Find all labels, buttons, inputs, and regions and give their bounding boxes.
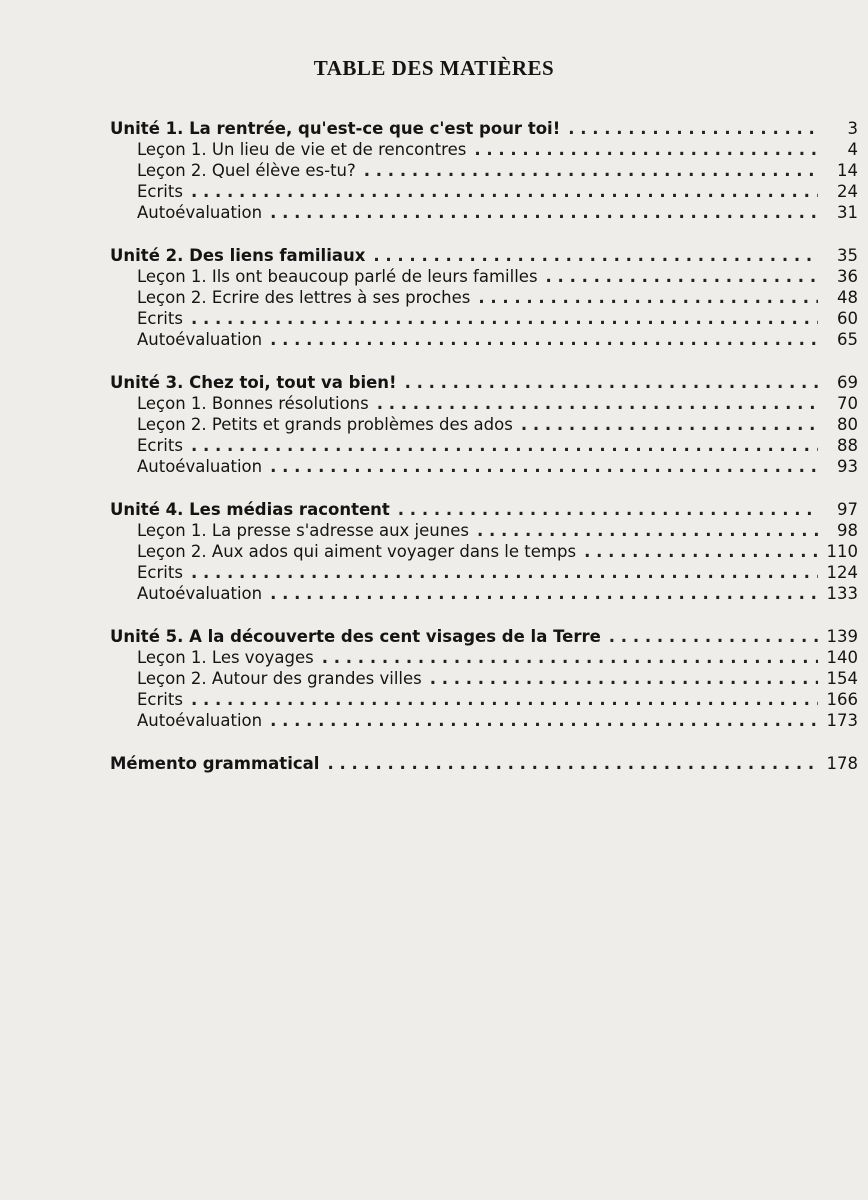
toc-entry-page-number: 60 — [837, 309, 858, 328]
unit-section — [110, 372, 858, 477]
toc-entry-page-number: 166 — [826, 690, 858, 709]
unit-heading-page-number: 69 — [837, 373, 858, 392]
toc-entry[interactable] — [110, 202, 858, 223]
toc-entry-page-number: 4 — [847, 140, 858, 159]
toc-entry[interactable] — [110, 329, 858, 350]
toc-entry[interactable] — [110, 562, 858, 583]
unit-heading-label: Unité 5. A la découverte des cent visages de la Terre — [110, 627, 601, 646]
toc-entry[interactable] — [110, 456, 858, 477]
memento-entry-page-number: 178 — [826, 754, 858, 773]
dot-leader — [546, 266, 818, 287]
toc-entry-page-number: 93 — [837, 457, 858, 476]
toc-entry-label: Ecrits — [137, 309, 183, 328]
toc-entry-label: Leçon 2. Autour des grandes villes — [137, 669, 422, 688]
toc-entry[interactable] — [110, 266, 858, 287]
toc-entry-label: Leçon 2. Petits et grands problèmes des ados — [137, 415, 513, 434]
toc-entry[interactable] — [110, 647, 858, 668]
unit-section — [110, 626, 858, 731]
toc-entry-page-number: 124 — [826, 563, 858, 582]
unit-section — [110, 245, 858, 350]
toc-entry-label: Autoévaluation — [137, 457, 263, 476]
dot-leader — [270, 202, 818, 223]
toc-entry[interactable] — [110, 181, 858, 202]
toc-entry-label: Ecrits — [137, 563, 183, 582]
dot-leader — [398, 499, 818, 520]
unit-heading[interactable] — [110, 118, 858, 139]
toc-entry[interactable] — [110, 139, 858, 160]
unit-heading-page-number: 97 — [837, 500, 858, 519]
dot-leader — [327, 753, 818, 774]
toc-entry[interactable] — [110, 308, 858, 329]
unit-heading-page-number: 139 — [826, 627, 858, 646]
dot-leader — [191, 308, 818, 329]
unit-heading-label: Unité 2. Des liens familiaux — [110, 246, 366, 265]
toc-entry[interactable] — [110, 689, 858, 710]
toc-entry-page-number: 24 — [837, 182, 858, 201]
toc-entry-label: Autoévaluation — [137, 203, 263, 222]
toc-entry-page-number: 65 — [837, 330, 858, 349]
dot-leader — [373, 245, 818, 266]
toc-entry-label: Leçon 1. La presse s'adresse aux jeunes — [137, 521, 469, 540]
dot-leader — [270, 710, 818, 731]
toc-entry-label: Ecrits — [137, 182, 183, 201]
dot-leader — [568, 118, 818, 139]
toc-entry-page-number: 88 — [837, 436, 858, 455]
dot-leader — [478, 287, 818, 308]
toc-entry[interactable] — [110, 583, 858, 604]
toc-entry-page-number: 70 — [837, 394, 858, 413]
toc-entry[interactable] — [110, 520, 858, 541]
toc-entry-label: Leçon 1. Un lieu de vie et de rencontres — [137, 140, 467, 159]
toc-entry-label: Autoévaluation — [137, 711, 263, 730]
toc-entry[interactable] — [110, 541, 858, 562]
unit-heading-label: Unité 1. La rentrée, qu'est-ce que c'est pour toi! — [110, 119, 561, 138]
dot-leader — [609, 626, 818, 647]
dot-leader — [405, 372, 818, 393]
toc-entry-label: Autoévaluation — [137, 330, 263, 349]
toc-entry-page-number: 110 — [826, 542, 858, 561]
dot-leader — [191, 181, 818, 202]
toc-entry-page-number: 14 — [837, 161, 858, 180]
dot-leader — [474, 139, 818, 160]
dot-leader — [521, 414, 818, 435]
table-of-contents — [110, 118, 858, 774]
dot-leader — [364, 160, 818, 181]
toc-entry[interactable] — [110, 710, 858, 731]
dot-leader — [477, 520, 818, 541]
memento-entry-label: Mémento grammatical — [110, 754, 320, 773]
unit-heading[interactable] — [110, 372, 858, 393]
toc-entry-page-number: 154 — [826, 669, 858, 688]
toc-entry-page-number: 36 — [837, 267, 858, 286]
unit-section — [110, 499, 858, 604]
unit-heading[interactable] — [110, 626, 858, 647]
toc-entry-label: Leçon 1. Les voyages — [137, 648, 314, 667]
toc-entry[interactable] — [110, 414, 858, 435]
dot-leader — [584, 541, 818, 562]
unit-section — [110, 118, 858, 223]
toc-entry[interactable] — [110, 287, 858, 308]
unit-heading-label: Unité 4. Les médias racontent — [110, 500, 390, 519]
toc-entry-label: Leçon 1. Bonnes résolutions — [137, 394, 369, 413]
unit-heading[interactable] — [110, 245, 858, 266]
toc-entry-page-number: 80 — [837, 415, 858, 434]
dot-leader — [270, 583, 818, 604]
toc-entry[interactable] — [110, 668, 858, 689]
toc-entry-label: Autoévaluation — [137, 584, 263, 603]
unit-heading-page-number: 3 — [847, 119, 858, 138]
toc-entry-label: Leçon 1. Ils ont beaucoup parlé de leurs familles — [137, 267, 538, 286]
toc-entry-label: Leçon 2. Quel élève es-tu? — [137, 161, 356, 180]
dot-leader — [322, 647, 818, 668]
memento-entry[interactable] — [110, 753, 858, 774]
dot-leader — [377, 393, 818, 414]
toc-entry-label: Ecrits — [137, 436, 183, 455]
toc-entry-page-number: 48 — [837, 288, 858, 307]
toc-entry[interactable] — [110, 435, 858, 456]
toc-entry-page-number: 140 — [826, 648, 858, 667]
toc-entry[interactable] — [110, 160, 858, 181]
page-title: TABLE DES MATIÈRES — [313, 56, 555, 80]
toc-entry-label: Leçon 2. Ecrire des lettres à ses proches — [137, 288, 471, 307]
unit-heading-label: Unité 3. Chez toi, tout va bien! — [110, 373, 397, 392]
dot-leader — [191, 689, 818, 710]
toc-entry-page-number: 98 — [837, 521, 858, 540]
toc-entry-label: Leçon 2. Aux ados qui aiment voyager dans le temps — [137, 542, 577, 561]
toc-entry-page-number: 31 — [837, 203, 858, 222]
unit-heading[interactable] — [110, 499, 858, 520]
dot-leader — [270, 329, 818, 350]
dot-leader — [430, 668, 818, 689]
dot-leader — [191, 435, 818, 456]
toc-entry[interactable] — [110, 393, 858, 414]
toc-entry-label: Ecrits — [137, 690, 183, 709]
toc-entry-page-number: 133 — [826, 584, 858, 603]
toc-entry-page-number: 173 — [826, 711, 858, 730]
dot-leader — [191, 562, 818, 583]
dot-leader — [270, 456, 818, 477]
unit-heading-page-number: 35 — [837, 246, 858, 265]
